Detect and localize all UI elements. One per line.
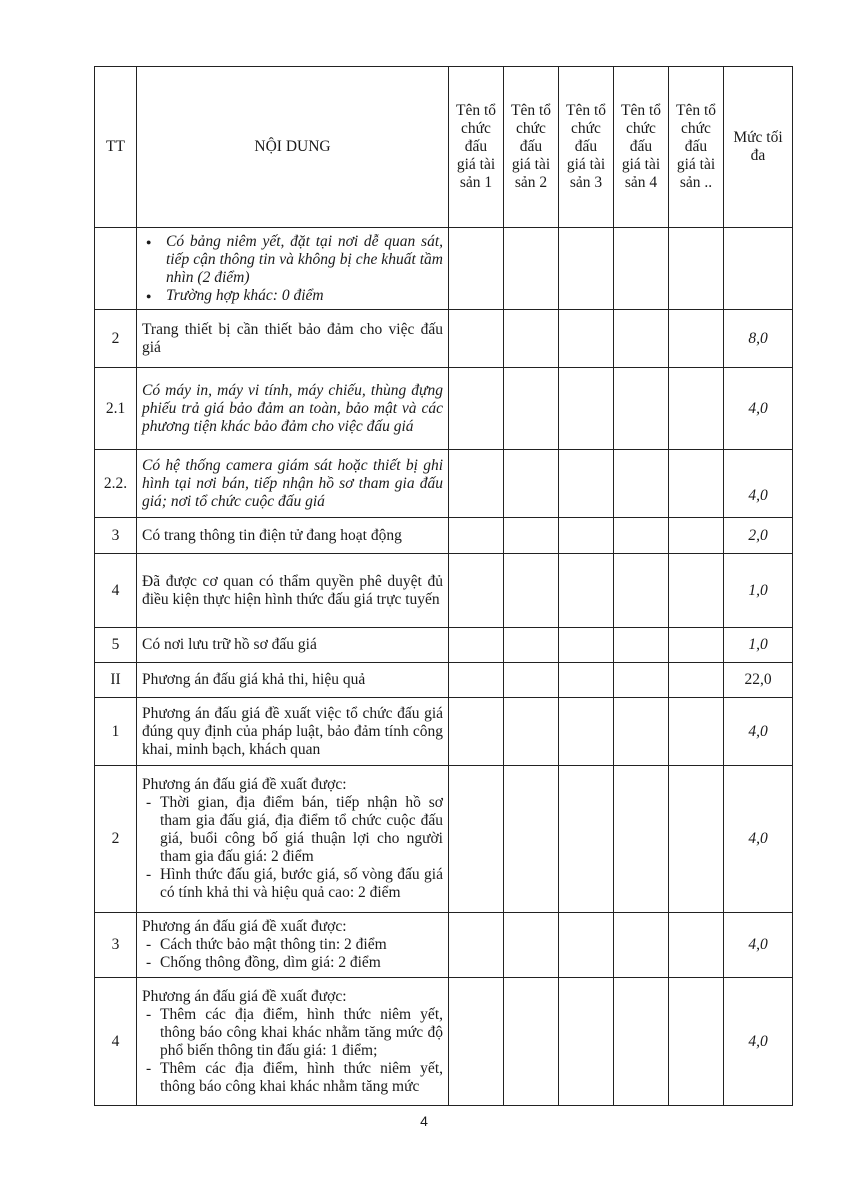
table-row [95, 766, 793, 913]
dash-item: - Thêm các địa điểm, hình thức niêm yết, thông báo công khai khác nhằm tăng mức [160, 1060, 443, 1096]
row-content: Phương án đấu giá đề xuất việc tổ chức đấu giá đúng quy định của pháp luật, bảo đảm tính công khai, minh bạch, khách quan [137, 698, 449, 766]
row-number [95, 228, 137, 310]
header-content: NỘI DUNG [137, 67, 449, 228]
row-score: 4,0 [724, 978, 793, 1106]
row-content: Trang thiết bị cần thiết bảo đảm cho việc đấu giá [137, 310, 449, 368]
row-intro: Phương án đấu giá đề xuất được: [142, 987, 347, 1005]
table-row [95, 554, 793, 628]
table-row [95, 628, 793, 663]
dash-item: - Hình thức đấu giá, bước giá, số vòng đấu giá có tính khả thi và hiệu quả cao: 2 điểm [160, 866, 443, 902]
criteria-table [94, 66, 793, 1106]
table-row [95, 663, 793, 698]
header-org-5: Tên tổ chức đấu giá tài sản .. [669, 67, 724, 228]
row-number: 2 [95, 310, 137, 368]
row-content: Đã được cơ quan có thẩm quyền phê duyệt đủ điều kiện thực hiện hình thức đấu giá trực tuyến [137, 554, 449, 628]
row-number: 1 [95, 698, 137, 766]
row-content [137, 766, 449, 913]
table-row [95, 310, 793, 368]
table-row [95, 978, 793, 1106]
dash-item: - Thêm các địa điểm, hình thức niêm yết, thông báo công khai khác nhằm tăng mức độ phổ biến thông tin đấu giá: 1 điểm; [160, 1006, 443, 1060]
row-number: 3 [95, 518, 137, 554]
row-number: II [95, 663, 137, 698]
row-content [137, 978, 449, 1106]
row-content [137, 913, 449, 978]
row-score: 4,0 [724, 913, 793, 978]
header-org-2: Tên tổ chức đấu giá tài sản 2 [504, 67, 559, 228]
bullet-item: ● Trường hợp khác: 0 điểm [166, 287, 443, 305]
row-content: Có máy in, máy vi tính, máy chiếu, thùng đựng phiếu trả giá bảo đảm an toàn, bảo mật và các phương tiện khác bảo đảm cho việc đấu giá [137, 368, 449, 450]
row-score: 4,0 [724, 450, 793, 518]
header-org-3: Tên tổ chức đấu giá tài sản 3 [559, 67, 614, 228]
row-content: Có trang thông tin điện tử đang hoạt động [137, 518, 449, 554]
row-number: 2.2. [95, 450, 137, 518]
row-intro: Phương án đấu giá đề xuất được: [142, 918, 347, 935]
header-row [95, 67, 793, 228]
row-content [137, 228, 449, 310]
row-intro: Phương án đấu giá đề xuất được: [142, 776, 347, 793]
row-score: 22,0 [724, 663, 793, 698]
row-score: 4,0 [724, 698, 793, 766]
header-org-4: Tên tổ chức đấu giá tài sản 4 [614, 67, 669, 228]
page-number: 4 [420, 1113, 428, 1129]
row-score: 1,0 [724, 628, 793, 663]
table-row [95, 698, 793, 766]
row-score: 4,0 [724, 368, 793, 450]
bullet-item: ● Có bảng niêm yết, đặt tại nơi dễ quan sát, tiếp cận thông tin và không bị che khuất tầm nhìn (2 điểm) [166, 233, 443, 287]
table-row [95, 368, 793, 450]
row-number: 2 [95, 766, 137, 913]
row-content: Có hệ thống camera giám sát hoặc thiết bị ghi hình tại nơi bán, tiếp nhận hồ sơ tham gia đấu giá; nơi tổ chức cuộc đấu giá [137, 450, 449, 518]
table-row [95, 228, 793, 310]
row-number: 5 [95, 628, 137, 663]
dash-item: - Thời gian, địa điểm bán, tiếp nhận hồ sơ tham gia đấu giá, địa điểm tổ chức cuộc đấu giá, buổi công bố giá thuận lợi cho người tham gia đấu giá: 2 điểm [160, 794, 443, 866]
row-number: 4 [95, 978, 137, 1106]
dash-item: - Chống thông đồng, dìm giá: 2 điểm [160, 954, 443, 972]
header-tt: TT [95, 67, 137, 228]
header-org-1: Tên tổ chức đấu giá tài sản 1 [449, 67, 504, 228]
row-number: 3 [95, 913, 137, 978]
row-score: 4,0 [724, 766, 793, 913]
row-score [724, 228, 793, 310]
table-row [95, 913, 793, 978]
row-content: Phương án đấu giá khả thi, hiệu quả [137, 663, 449, 698]
row-number: 4 [95, 554, 137, 628]
header-max: Mức tối đa [724, 67, 793, 228]
row-score: 2,0 [724, 518, 793, 554]
table-row [95, 450, 793, 518]
dash-item: - Cách thức bảo mật thông tin: 2 điểm [160, 936, 443, 954]
row-score: 8,0 [724, 310, 793, 368]
row-number: 2.1 [95, 368, 137, 450]
row-score: 1,0 [724, 554, 793, 628]
row-content: Có nơi lưu trữ hồ sơ đấu giá [137, 628, 449, 663]
table-row [95, 518, 793, 554]
